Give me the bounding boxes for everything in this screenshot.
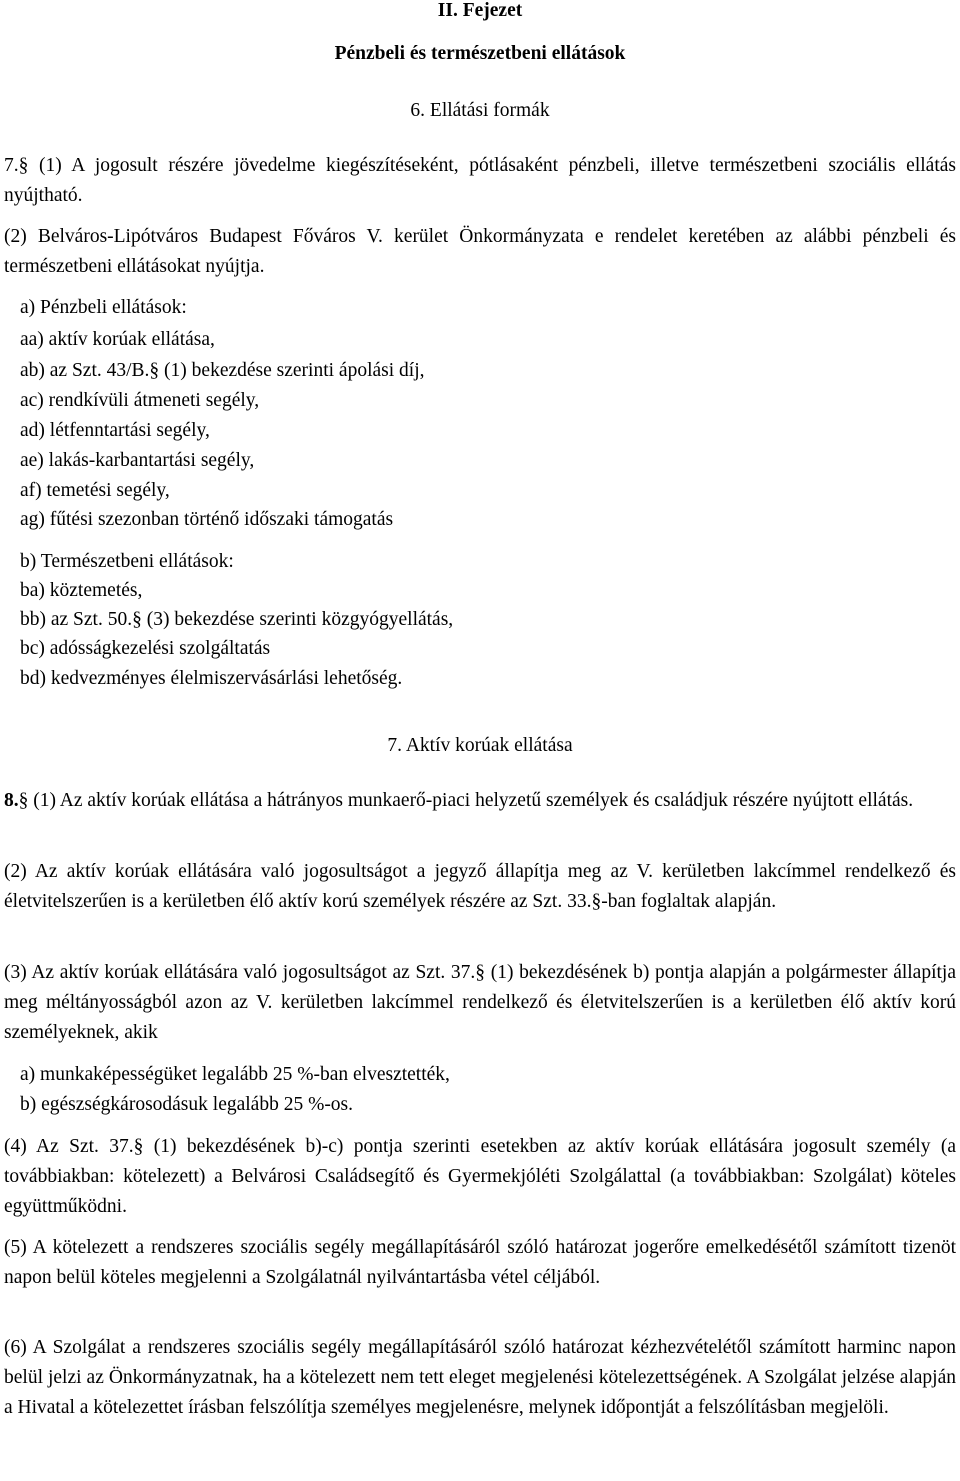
paragraph-8-1 xyxy=(4,786,956,816)
list-item: aa) aktív korúak ellátása, xyxy=(20,329,215,350)
list-item: ag) fűtési szezonban történő időszaki támogatás xyxy=(20,509,394,530)
list-item: ae) lakás-karbantartási segély, xyxy=(20,450,255,471)
list-item: ab) az Szt. 43/B.§ (1) bekezdése szerinti ápolási díj, xyxy=(20,360,425,381)
list-item: ad) létfenntartási segély, xyxy=(20,420,210,441)
list-item: a) munkaképességüket legalább 25 %-ban elvesztették, xyxy=(20,1064,450,1085)
list-item: af) temetési segély, xyxy=(20,480,170,501)
paragraph-8-3: (3) Az aktív korúak ellátására való jogosultságot az Szt. 37.§ (1) bekezdésének b) pontja alapján a polgármester állapítja meg méltányosságból azon az V. kerületben lakcímmel rendelkező és életvitelszerűen is a kerületben élő aktív korú személyeknek, akik xyxy=(4,962,956,1043)
chapter-title: Pénzbeli és természetbeni ellátások xyxy=(334,43,626,64)
list-item: ba) köztemetés, xyxy=(20,580,143,601)
paragraph-8-2: (2) Az aktív korúak ellátására való jogosultságot a jegyző állapítja meg az V. kerületben lakcímmel rendelkező és életvitelszerűen is a kerületben élő aktív korú személyek részére az Szt. 33.§-ban foglaltak alapján. xyxy=(4,861,956,912)
paragraph-8-6: (6) A Szolgálat a rendszeres szociális segély megállapításáról szóló határozat kézhezvételétől számított harminc napon belül jelzi az Önkormányzatnak, ha a kötelezett nem tett eleget megjelenési kötelezettségének. A Szolgálat jelzése alapján a Hivatal a kötelezettet írásban felszólítja személyes megjelenésre, melynek időpontját a felszólításban megjelöli. xyxy=(4,1337,956,1418)
paragraph-7-2: (2) Belváros-Lipótváros Budapest Főváros V. kerület Önkormányzata e rendelet keretében az alábbi pénzbeli és természetbeni ellátásokat nyújtja. xyxy=(4,226,956,277)
paragraph-8-number: 8. xyxy=(4,790,19,811)
list-item: bc) adósságkezelési szolgáltatás xyxy=(20,638,271,659)
paragraph-8-5: (5) A kötelezett a rendszeres szociális segély megállapításáról szóló határozat jogerőre emelkedésétől számított tizenöt napon belül köteles megjelenni a Szolgálatnál nyilvántartásba vétel céljából. xyxy=(4,1237,956,1288)
paragraph-7-1: 7.§ (1) A jogosult részére jövedelme kiegészítéseként, pótlásaként pénzbeli, illetve természetbeni szociális ellátás nyújtható. xyxy=(4,155,956,206)
list-b-heading: b) Természetbeni ellátások: xyxy=(20,551,234,572)
section-7-title: 7. Aktív korúak ellátása xyxy=(387,735,573,756)
list-item: b) egészségkárosodásuk legalább 25 %-os. xyxy=(20,1094,354,1115)
list-a-heading: a) Pénzbeli ellátások: xyxy=(20,297,187,318)
chapter-number: II. Fejezet xyxy=(437,0,523,21)
list-item: bd) kedvezményes élelmiszervásárlási lehetőség. xyxy=(20,668,403,689)
list-item: ac) rendkívüli átmeneti segély, xyxy=(20,390,260,411)
paragraph-8-1-text: § (1) Az aktív korúak ellátása a hátrányos munkaerő-piaci helyzetű személyek és családjuk részére nyújtott ellátás. xyxy=(18,790,914,811)
section-6-title: 6. Ellátási formák xyxy=(410,100,550,121)
list-item: bb) az Szt. 50.§ (3) bekezdése szerinti közgyógyellátás, xyxy=(20,609,454,630)
paragraph-8-4: (4) Az Szt. 37.§ (1) bekezdésének b)-c) pontja szerinti esetekben az aktív korúak ellátására jogosult személy (a továbbiakban: kötelezett) a Belvárosi Családsegítő és Gyermekjóléti Szolgálattal (a továbbiakban: Szolgálat) köteles együttműködni. xyxy=(4,1136,956,1217)
